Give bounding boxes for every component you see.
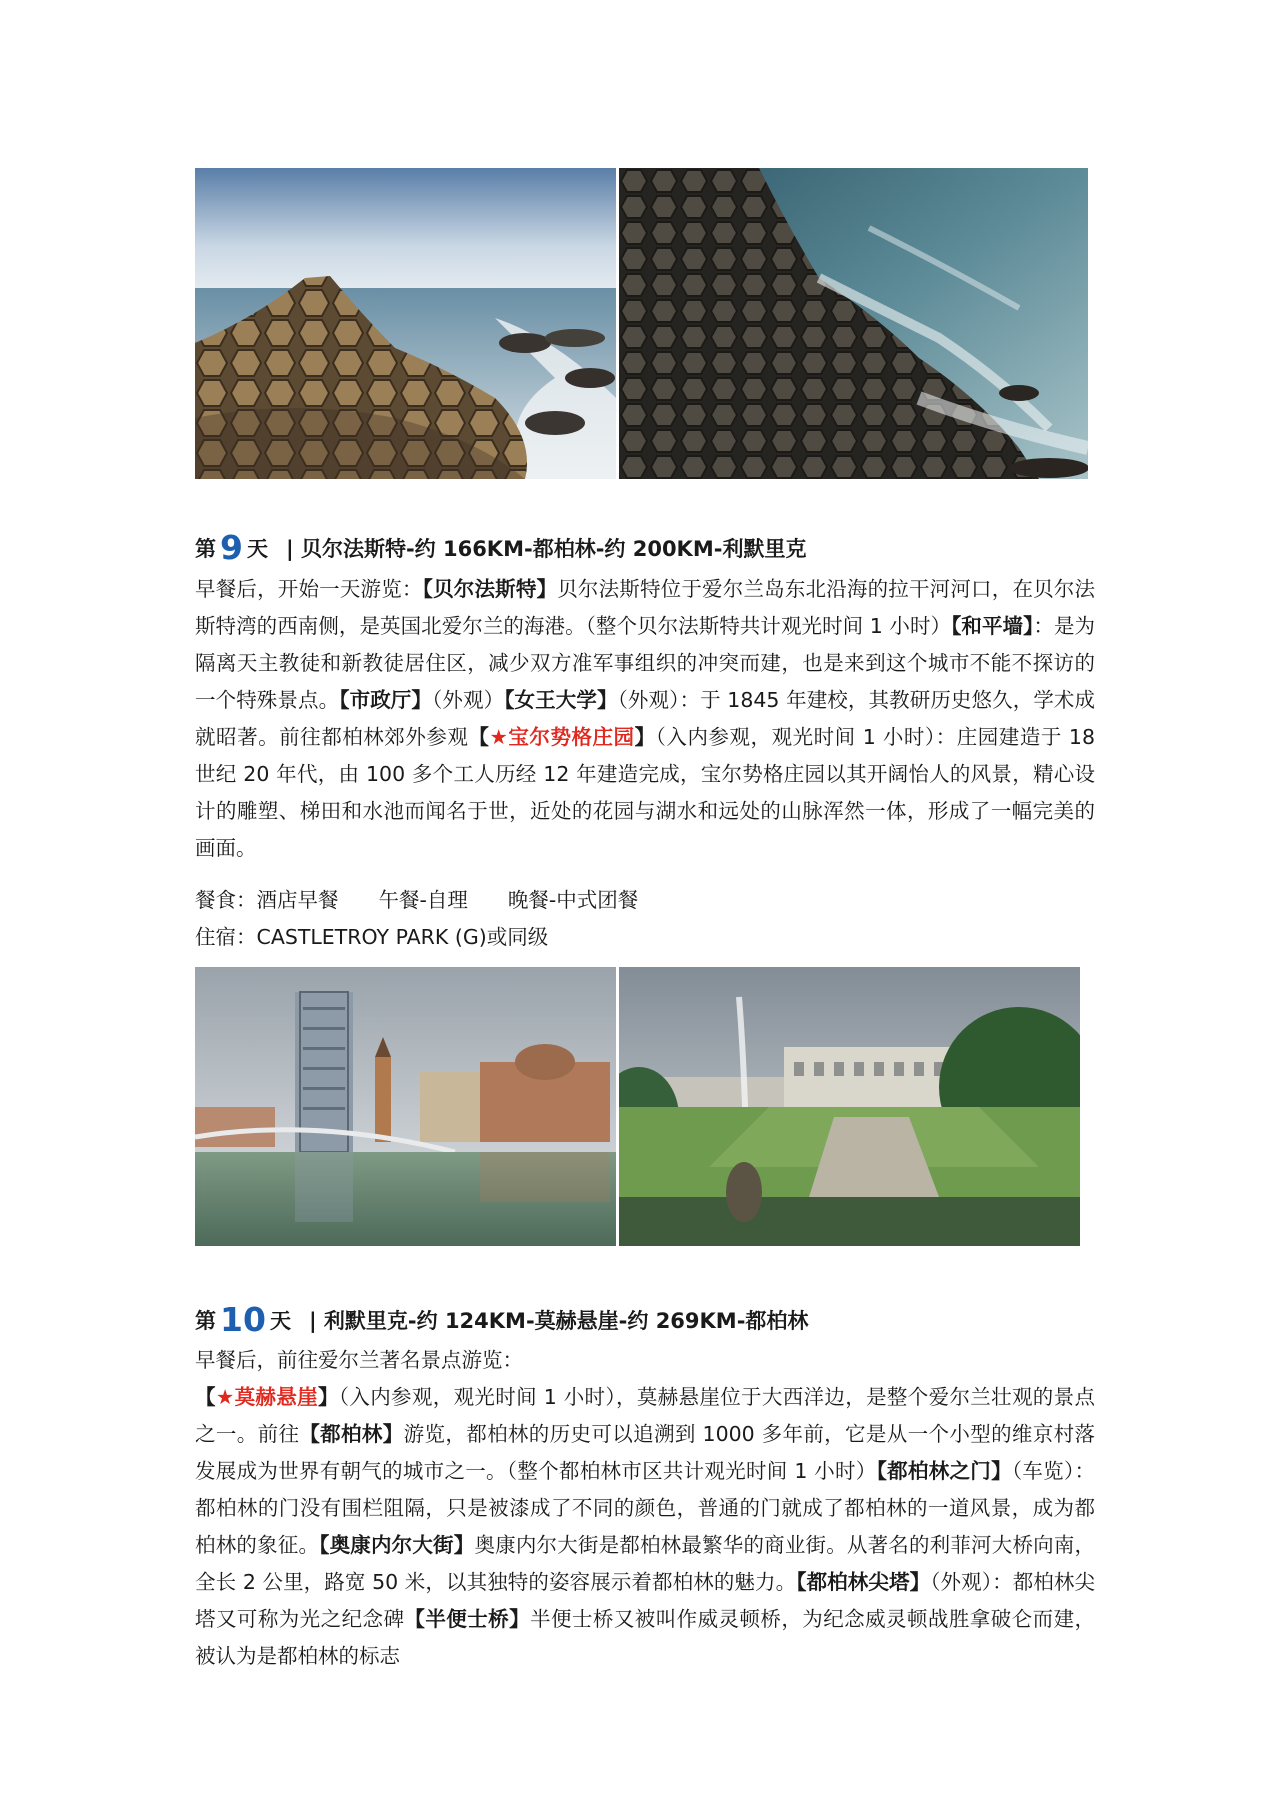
day9-prefix: 第 (195, 537, 216, 561)
day10-intro (195, 1342, 1095, 1379)
desc-text: （外观） (432, 688, 505, 712)
spot-cliffs-of-moher: ★莫赫悬崖 (215, 1385, 318, 1409)
spot-dublin: 【都柏林】 (299, 1422, 404, 1446)
desc-text: （外观）：都柏林尖塔又可称为光之纪念碑 (195, 1570, 1096, 1631)
bracket-close: 】 (634, 725, 656, 749)
photo-row-causeway (195, 168, 1088, 479)
desc-text: （车览）：都柏林的门没有围栏阻隔，只是被漆成了不同的颜色，普通的门就成了都柏林的一道风景，成为都柏林的象征。 (195, 1459, 1096, 1557)
day10-unit: 天 (269, 1309, 291, 1333)
day9-number: 9 (220, 528, 243, 567)
spot-city-hall: 【市政厅】 (339, 688, 433, 712)
bracket-open: 【 (468, 725, 490, 749)
spot-peace-wall: 【和平墙】 (951, 614, 1034, 638)
causeway-photo-left (195, 168, 616, 479)
day10-prefix: 第 (195, 1309, 216, 1333)
day10-number: 10 (220, 1300, 266, 1339)
bracket-close: 】 (317, 1385, 339, 1409)
day9-route: | 贝尔法斯特-约 166KM-都柏林-约 200KM-利默里克 (285, 537, 807, 561)
desc-text: （入内参观，观光时间 1 小时），莫赫悬崖位于大西洋边，是整个爱尔兰壮观的景点之一。前往 (195, 1385, 1095, 1446)
desc-text: 贝尔法斯特位于爱尔兰岛东北沿海的拉干河河口，在贝尔法斯特湾的西南侧，是英国北爱尔兰的海港。（整个贝尔法斯特共计观光时间 1 小时） (195, 577, 1096, 638)
day9-description (195, 571, 1095, 867)
desc-text: ：是为隔离天主教徒和新教徒居住区，减少双方准军事组织的冲突而建，也是来到这个城市不能不探访的一个特殊景点。 (195, 614, 1096, 712)
powerscourt-photo (619, 967, 1080, 1246)
hotel-text: 住宿：CASTLETROY PARK (G)或同级 (195, 925, 549, 949)
day9-unit: 天 (246, 537, 268, 561)
spot-powerscourt: ★宝尔势格庄园 (489, 725, 635, 749)
desc-text: （入内参观，观光时间 1 小时）：庄园建造于 18 世纪 20 年代，由 100 多个工人历经 12 年建造完成，宝尔势格庄园以其开阔怡人的风景，精心设计的雕塑、梯田和水池而闻名于世，近处的花园与湖水和远处的山脉浑然一体，形成了一幅完美的画面。 (195, 725, 1096, 860)
bracket-open: 【 (195, 1385, 216, 1409)
day10-description (195, 1379, 1095, 1675)
spot-haypenny-bridge: 【半便士桥】 (404, 1607, 531, 1631)
spot-dublin-spire: 【都柏林尖塔】 (796, 1570, 931, 1594)
causeway-photo-right (619, 168, 1088, 479)
meal-breakfast: 餐食：酒店早餐 (195, 888, 339, 912)
desc-text: 半便士桥又被叫作威灵顿桥，为纪念威灵顿战胜拿破仑而建，被认为是都柏林的标志 (195, 1607, 1096, 1668)
desc-text: 早餐后，开始一天游览： (195, 577, 423, 601)
meal-lunch: 午餐-自理 (378, 888, 468, 912)
day10-route: | 利默里克-约 124KM-莫赫悬崖-约 269KM-都柏林 (308, 1309, 809, 1333)
meal-dinner: 晚餐-中式团餐 (507, 888, 639, 912)
desc-text: 游览，都柏林的历史可以追溯到 1000 多年前，它是从一个小型的维京村落发展成为世界有朝气的城市之一。（整个都柏林市区共计观光时间 1 小时） (195, 1422, 1096, 1483)
day10-heading (195, 1302, 808, 1339)
spot-belfast: 【贝尔法斯特】 (422, 577, 558, 601)
spot-doors-of-dublin: 【都柏林之门】 (876, 1459, 1012, 1483)
intro-text: 早餐后，前往爱尔兰著名景点游览： (195, 1348, 523, 1372)
spot-queens-university: 【女王大学】 (504, 688, 618, 712)
spot-oconnell-street: 【奥康内尔大街】 (319, 1533, 475, 1557)
day9-hotel (195, 919, 548, 956)
photo-row-belfast-powerscourt (195, 967, 1080, 1246)
desc-text: （外观）：于 1845 年建校，其教研历史悠久，学术成就昭著。前往都柏林郊外参观 (195, 688, 1096, 749)
day9-meals (195, 882, 638, 919)
belfast-photo (195, 967, 616, 1246)
day9-heading (195, 530, 806, 567)
desc-text: 奥康内尔大街是都柏林最繁华的商业街。从著名的利菲河大桥向南，全长 2 公里，路宽 50 米，以其独特的姿容展示着都柏林的魅力。 (195, 1533, 1096, 1594)
